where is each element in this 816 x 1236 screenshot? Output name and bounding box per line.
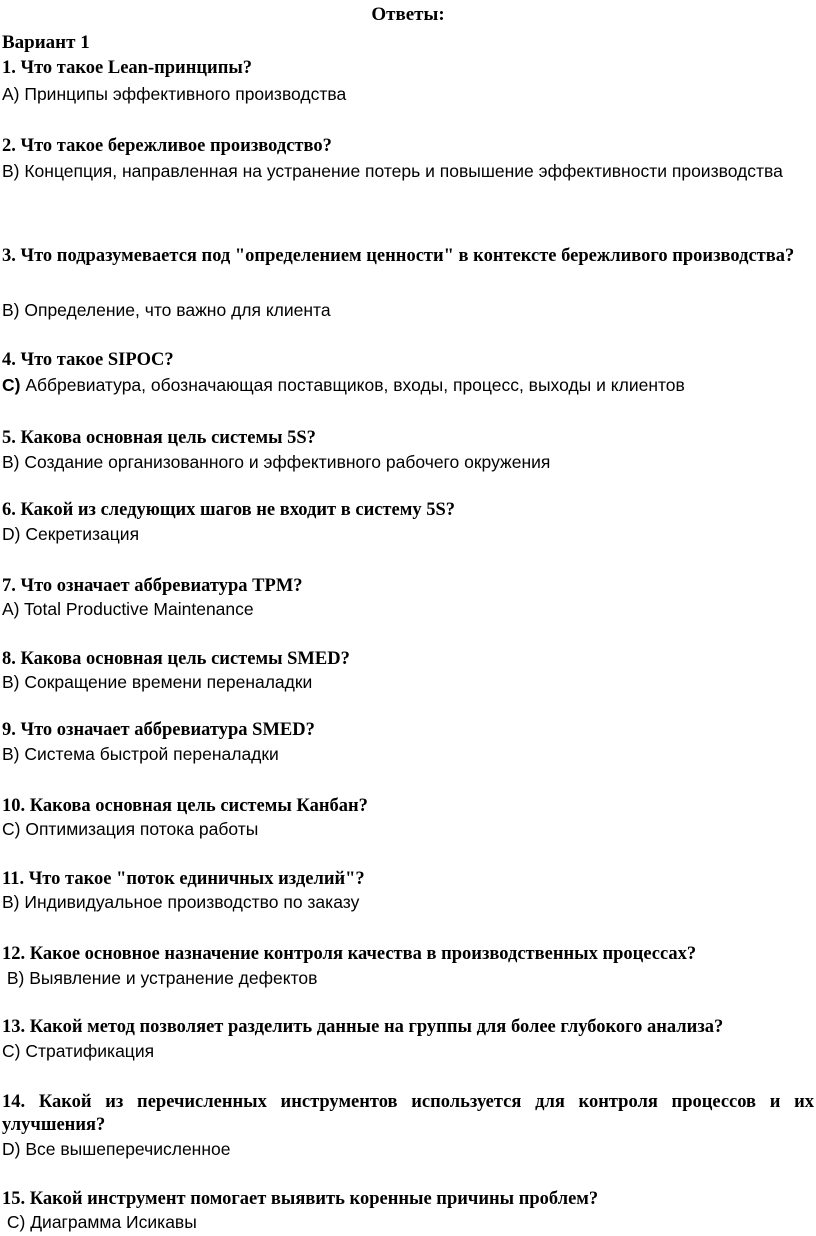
- question-8: 8. Какова основная цель системы SMED?: [2, 649, 350, 669]
- question-3: 3. Что подразумевается под "определением ценности" в контексте бережливого производства?: [2, 246, 795, 266]
- question-9: 9. Что означает аббревиатура SMED?: [2, 720, 315, 740]
- answer-4-text: Аббревиатура, обозначающая поставщиков, входы, процесс, выходы и клиентов: [20, 375, 685, 395]
- question-14: 14. Какой из перечисленных инструментов используется для контроля процессов и их улучшения?: [2, 1092, 814, 1135]
- question-2: 2. Что такое бережливое производство?: [2, 136, 332, 156]
- question-5: 5. Какова основная цель системы 5S?: [2, 428, 316, 448]
- answer-13: C) Стратификация: [2, 1041, 155, 1061]
- question-6: 6. Какой из следующих шагов не входит в систему 5S?: [2, 500, 455, 520]
- answer-1: A) Принципы эффективного производства: [2, 84, 347, 104]
- answer-12: B) Выявление и устранение дефектов: [2, 968, 318, 988]
- question-13: 13. Какой метод позволяет разделить данные на группы для более глубокого анализа?: [2, 1017, 724, 1037]
- question-12: 12. Какое основное назначение контроля качества в производственных процессах?: [2, 944, 697, 964]
- answer-4-letter: C): [2, 375, 21, 395]
- answer-2: B) Концепция, направленная на устранение потерь и повышение эффективности производства: [2, 161, 783, 181]
- answer-10: C) Оптимизация потока работы: [2, 819, 259, 839]
- answer-8: B) Сокращение времени переналадки: [2, 672, 313, 692]
- answer-7: A) Total Productive Maintenance: [2, 599, 254, 619]
- answer-3: B) Определение, что важно для клиента: [2, 300, 331, 320]
- answer-9: B) Система быстрой переналадки: [2, 744, 279, 764]
- answer-4: [2, 373, 814, 398]
- question-7: 7. Что означает аббревиатура TPM?: [2, 576, 303, 596]
- page-title: Ответы:: [371, 4, 445, 25]
- question-1: 1. Что такое Lean-принципы?: [2, 58, 253, 78]
- question-4: 4. Что такое SIPOC?: [2, 350, 174, 370]
- answer-5: B) Создание организованного и эффективного рабочего окружения: [2, 452, 551, 472]
- answer-15: C) Диаграмма Исикавы: [2, 1212, 197, 1232]
- question-11: 11. Что такое "поток единичных изделий"?: [2, 869, 365, 889]
- question-15: 15. Какой инструмент помогает выявить коренные причины проблем?: [2, 1189, 599, 1209]
- answer-6: D) Секретизация: [2, 524, 140, 544]
- question-10: 10. Какова основная цель системы Канбан?: [2, 796, 368, 816]
- variant-heading: Вариант 1: [2, 32, 90, 53]
- answer-11: B) Индивидуальное производство по заказу: [2, 892, 360, 912]
- answer-14: D) Все вышеперечисленное: [2, 1139, 231, 1159]
